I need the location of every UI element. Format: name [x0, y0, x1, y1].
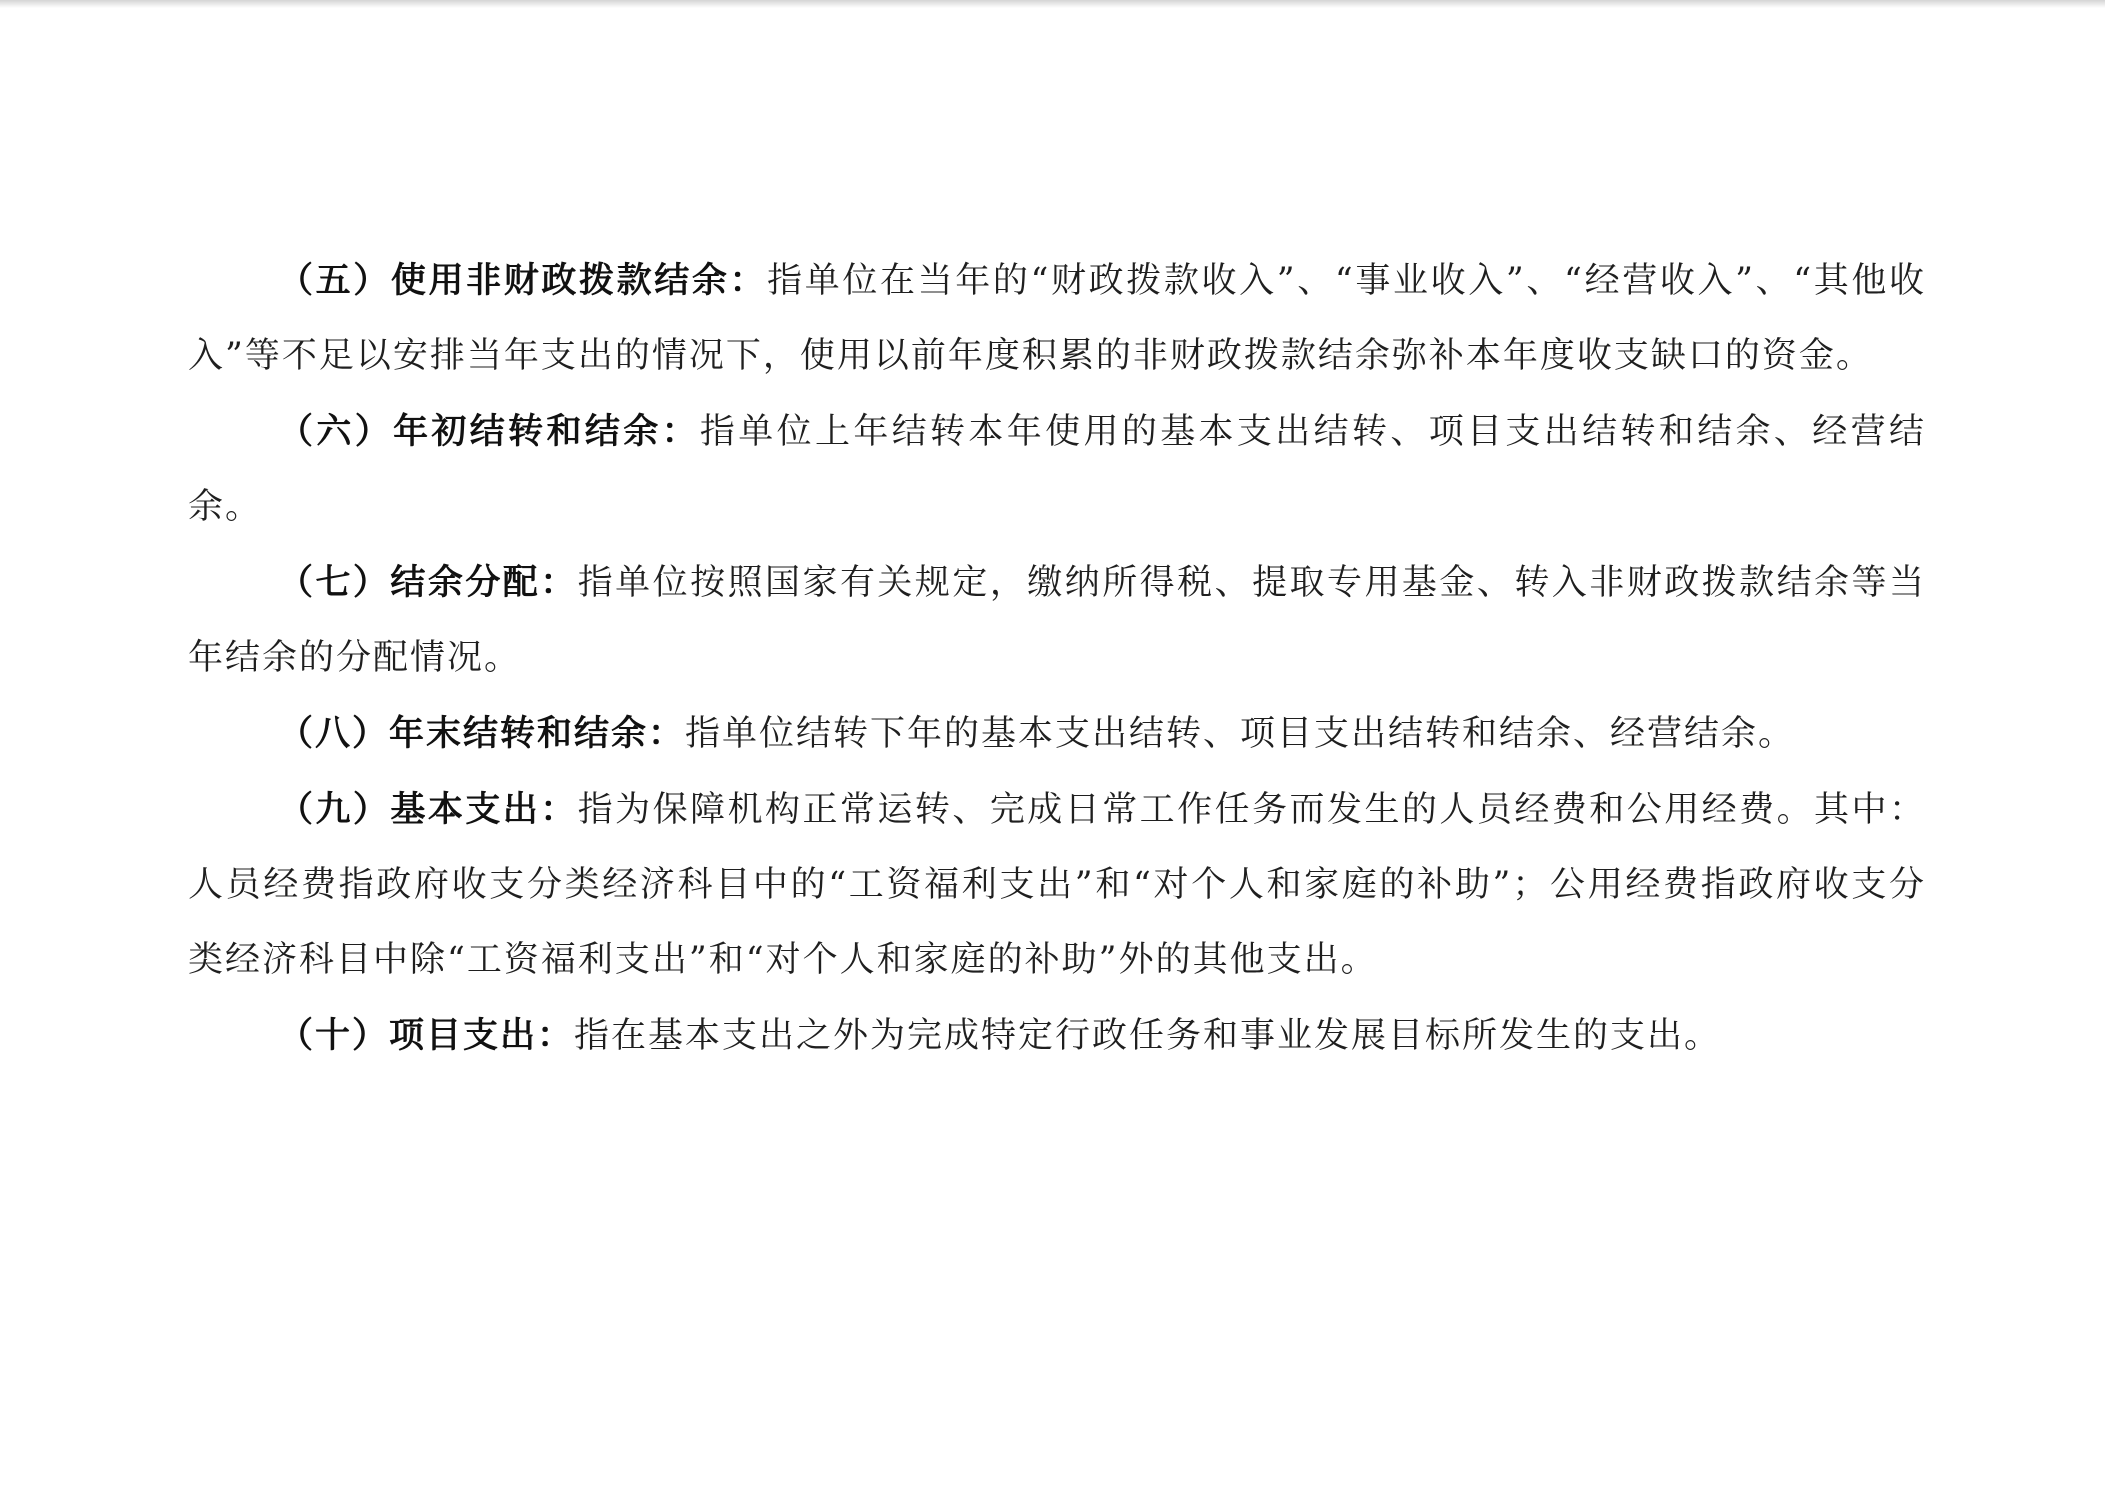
- definition-term: （六）年初结转和结余：: [278, 411, 700, 452]
- definition-text: 指单位在当年的“财政拨款收入”、“事业收入”、“经营收入”、“其他收入”等不足以安排当年支出的情况下，使用以前年度积累的非财政拨款结余弥补本年度收支缺口的资金。: [188, 261, 1926, 376]
- definition-term: （八）年末结转和结余：: [278, 713, 686, 754]
- definitions-body: [188, 243, 1926, 1074]
- definition-paragraph-5: [188, 243, 1926, 394]
- definition-paragraph-8: [188, 696, 1926, 772]
- definition-term: （五）使用非财政拨款结余：: [278, 260, 768, 301]
- definition-text: 指单位结转下年的基本支出结转、项目支出结转和结余、经营结余。: [685, 714, 1796, 754]
- definition-paragraph-10: [188, 998, 1926, 1074]
- definition-term: （十）项目支出：: [278, 1015, 575, 1056]
- definition-paragraph-6: [188, 394, 1926, 545]
- definition-paragraph-7: [188, 545, 1926, 696]
- definition-text: 指单位上年结转本年使用的基本支出结转、项目支出结转和结余、经营结余。: [188, 412, 1926, 527]
- definition-paragraph-9: [188, 772, 1926, 998]
- definition-text: 指为保障机构正常运转、完成日常工作任务而发生的人员经费和公用经费。其中：人员经费指政府收支分类经济科目中的“工资福利支出”和“对个人和家庭的补助”；公用经费指政府收支分类经济科目中除“工资福利支出”和“对个人和家庭的补助”外的其他支出。: [188, 790, 1926, 980]
- scan-edge-shadow: [0, 0, 2105, 8]
- definition-term: （七）结余分配：: [278, 562, 578, 603]
- definition-text: 指单位按照国家有关规定，缴纳所得税、提取专用基金、转入非财政拨款结余等当年结余的分配情况。: [188, 563, 1926, 678]
- definition-term: （九）基本支出：: [278, 789, 578, 830]
- definition-text: 指在基本支出之外为完成特定行政任务和事业发展目标所发生的支出。: [574, 1016, 1722, 1056]
